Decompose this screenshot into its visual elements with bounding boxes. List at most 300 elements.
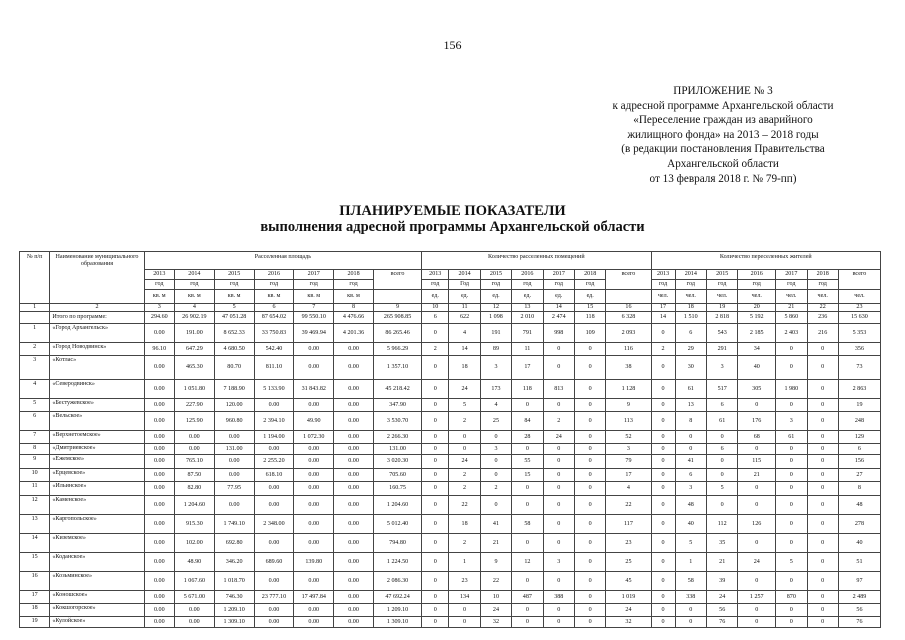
header-row-years	[20, 270, 881, 280]
value-cell: 746.30	[214, 591, 254, 604]
value-cell: 0.00	[144, 534, 174, 553]
value-cell: 0.00	[334, 469, 374, 482]
value-cell: 0	[449, 617, 480, 628]
value-cell: 0	[807, 591, 838, 604]
year-unit-label: год	[675, 280, 706, 290]
total-row	[20, 312, 881, 324]
table-row	[20, 399, 881, 412]
value-cell: 0.00	[294, 399, 334, 412]
value-cell: 76	[706, 617, 737, 628]
value-cell: 0.00	[254, 604, 294, 617]
value-cell: 811.10	[254, 356, 294, 380]
value-cell: 0.00	[294, 343, 334, 356]
column-number: 6	[254, 304, 294, 312]
column-number: 14	[543, 304, 574, 312]
value-cell: 61	[675, 380, 706, 399]
value-cell: 1 072.30	[294, 431, 334, 444]
value-cell: 68	[738, 431, 776, 444]
total-header: всего	[373, 270, 421, 290]
municipality-name: «Верхнетоемское»	[50, 431, 144, 444]
value-cell: 3	[606, 444, 651, 455]
value-cell: 0	[512, 534, 543, 553]
value-cell: 6	[706, 444, 737, 455]
value-cell: 0	[543, 482, 574, 496]
total-value-cell: 236	[807, 312, 838, 324]
value-cell: 39	[706, 572, 737, 591]
row-number: 8	[20, 444, 50, 455]
year-unit-label: год	[543, 280, 574, 290]
value-cell: 5 966.29	[373, 343, 421, 356]
row-number: 18	[20, 604, 50, 617]
value-cell: 0	[512, 444, 543, 455]
value-cell: 0	[776, 534, 807, 553]
value-cell: 791	[512, 324, 543, 343]
value-cell: 0	[738, 482, 776, 496]
value-cell: 0	[807, 553, 838, 572]
municipality-name: «Ильинское»	[50, 482, 144, 496]
value-cell: 248	[838, 412, 880, 431]
value-cell: 0.00	[254, 482, 294, 496]
value-cell: 24	[706, 591, 737, 604]
value-cell: 0.00	[334, 617, 374, 628]
municipality-name: «Каменское»	[50, 496, 144, 515]
municipality-name: «Кокшогорское»	[50, 604, 144, 617]
value-cell: 305	[738, 380, 776, 399]
total-value-cell: 6 328	[606, 312, 651, 324]
value-cell: 1 067.60	[174, 572, 214, 591]
value-cell: 0.00	[144, 469, 174, 482]
value-cell: 0	[422, 534, 449, 553]
value-cell: 0	[738, 617, 776, 628]
value-cell: 1 309.10	[214, 617, 254, 628]
value-cell: 278	[838, 515, 880, 534]
value-cell: 2	[449, 482, 480, 496]
value-cell: 191	[480, 324, 511, 343]
value-cell: 0.00	[144, 324, 174, 343]
value-cell: 0	[675, 617, 706, 628]
value-cell: 48	[838, 496, 880, 515]
value-cell: 24	[449, 455, 480, 469]
value-cell: 2	[449, 412, 480, 431]
value-cell: 0.00	[294, 444, 334, 455]
unit-cell: чел.	[807, 290, 838, 304]
value-cell: 0	[422, 412, 449, 431]
value-cell: 2 255.20	[254, 455, 294, 469]
value-cell: 1 749.10	[214, 515, 254, 534]
value-cell: 0	[651, 431, 675, 444]
value-cell: 0.00	[334, 343, 374, 356]
unit-cell: кв. м	[294, 290, 334, 304]
value-cell: 0	[422, 496, 449, 515]
value-cell: 61	[706, 412, 737, 431]
value-cell: 113	[606, 412, 651, 431]
value-cell: 2	[422, 343, 449, 356]
value-cell: 0.00	[174, 617, 214, 628]
total-value-cell: 4 476.66	[334, 312, 374, 324]
value-cell: 0	[651, 572, 675, 591]
value-cell: 191.00	[174, 324, 214, 343]
value-cell: 3	[776, 412, 807, 431]
column-number: 11	[449, 304, 480, 312]
value-cell: 48	[675, 496, 706, 515]
value-cell: 0	[574, 469, 605, 482]
value-cell: 117	[606, 515, 651, 534]
total-value-cell: 26 902.19	[174, 312, 214, 324]
municipality-name: «Коношское»	[50, 591, 144, 604]
column-number: 10	[422, 304, 449, 312]
value-cell: 51	[838, 553, 880, 572]
row-number: 1	[20, 324, 50, 343]
indicators-table-container	[19, 251, 881, 640]
value-cell: 1 257	[738, 591, 776, 604]
value-cell: 87.50	[174, 469, 214, 482]
value-cell: 0.00	[294, 572, 334, 591]
year-header: 2017	[294, 270, 334, 280]
value-cell: 5 012.40	[373, 515, 421, 534]
value-cell: 0.00	[144, 482, 174, 496]
value-cell: 0	[776, 572, 807, 591]
value-cell: 0	[738, 572, 776, 591]
year-unit-label: год	[480, 280, 511, 290]
value-cell: 97	[838, 572, 880, 591]
value-cell: 227.90	[174, 399, 214, 412]
column-number: 22	[807, 304, 838, 312]
value-cell: 25	[606, 553, 651, 572]
value-cell: 0	[543, 617, 574, 628]
row-number: 17	[20, 591, 50, 604]
value-cell: 56	[706, 604, 737, 617]
value-cell: 0	[512, 496, 543, 515]
value-cell: 2 863	[838, 380, 880, 399]
value-cell: 0.00	[214, 469, 254, 482]
row-number: 16	[20, 572, 50, 591]
table-row	[20, 604, 881, 617]
value-cell: 1 357.10	[373, 356, 421, 380]
value-cell: 1 224.50	[373, 553, 421, 572]
value-cell: 5 353	[838, 324, 880, 343]
value-cell: 0.00	[334, 604, 374, 617]
unit-cell: чел.	[776, 290, 807, 304]
value-cell: 0	[807, 534, 838, 553]
row-number: 3	[20, 356, 50, 380]
column-number: 5	[214, 304, 254, 312]
total-value-cell: 6	[422, 312, 449, 324]
value-cell: 33 750.83	[254, 324, 294, 343]
value-cell: 0	[776, 515, 807, 534]
year-header: 2014	[675, 270, 706, 280]
appendix-line: Архангельской области	[667, 157, 779, 170]
value-cell: 0.00	[144, 356, 174, 380]
value-cell: 0	[807, 444, 838, 455]
value-cell: 41	[480, 515, 511, 534]
row-number: 6	[20, 412, 50, 431]
total-value-cell: 15 630	[838, 312, 880, 324]
total-header: всего	[606, 270, 651, 290]
value-cell: 13	[675, 399, 706, 412]
unit-cell: чел.	[838, 290, 880, 304]
value-cell: 32	[480, 617, 511, 628]
value-cell: 291	[706, 343, 737, 356]
value-cell: 998	[543, 324, 574, 343]
value-cell: 24	[543, 431, 574, 444]
value-cell: 1	[675, 553, 706, 572]
value-cell: 48.90	[174, 553, 214, 572]
value-cell: 89	[480, 343, 511, 356]
value-cell: 813	[543, 380, 574, 399]
value-cell: 1 128	[606, 380, 651, 399]
value-cell: 6	[706, 399, 737, 412]
value-cell: 0	[776, 604, 807, 617]
row-number: 11	[20, 482, 50, 496]
value-cell: 0	[574, 431, 605, 444]
value-cell: 47 692.24	[373, 591, 421, 604]
table-row	[20, 380, 881, 399]
value-cell: 19	[838, 399, 880, 412]
value-cell: 1 209.10	[373, 604, 421, 617]
value-cell: 5	[449, 399, 480, 412]
value-cell: 0	[574, 455, 605, 469]
document-subtitle: выполнения адресной программы Архангельской области	[260, 219, 645, 235]
value-cell: 17	[606, 469, 651, 482]
value-cell: 0	[651, 469, 675, 482]
value-cell: 960.80	[214, 412, 254, 431]
column-number: 2	[50, 304, 144, 312]
value-cell: 2	[543, 412, 574, 431]
value-cell: 0	[651, 534, 675, 553]
value-cell: 0	[807, 399, 838, 412]
value-cell: 0	[422, 356, 449, 380]
value-cell: 0.00	[144, 553, 174, 572]
value-cell: 0	[574, 356, 605, 380]
municipality-name: «Вельское»	[50, 412, 144, 431]
value-cell: 0.00	[144, 380, 174, 399]
value-cell: 0.00	[334, 412, 374, 431]
year-header: 2018	[574, 270, 605, 280]
unit-cell: кв. м	[214, 290, 254, 304]
value-cell: 0	[543, 496, 574, 515]
column-number: 17	[651, 304, 675, 312]
value-cell: 118	[512, 380, 543, 399]
value-cell: 0	[543, 343, 574, 356]
value-cell: 55	[512, 455, 543, 469]
value-cell: 2	[449, 469, 480, 482]
value-cell: 356	[838, 343, 880, 356]
col-number-header: № п/п	[20, 252, 50, 304]
value-cell: 0.00	[334, 431, 374, 444]
value-cell: 6	[838, 444, 880, 455]
value-cell: 0	[422, 469, 449, 482]
year-unit-label: год	[174, 280, 214, 290]
value-cell: 705.60	[373, 469, 421, 482]
total-value-cell: 2 818	[706, 312, 737, 324]
value-cell: 82.80	[174, 482, 214, 496]
value-cell: 542.40	[254, 343, 294, 356]
table-row	[20, 431, 881, 444]
year-unit-label: год	[144, 280, 174, 290]
value-cell: 0.00	[254, 617, 294, 628]
value-cell: 0.00	[334, 380, 374, 399]
table-row	[20, 444, 881, 455]
value-cell: 0	[574, 515, 605, 534]
value-cell: 0	[543, 469, 574, 482]
value-cell: 216	[807, 324, 838, 343]
value-cell: 76	[838, 617, 880, 628]
year-unit-label: Год	[449, 280, 480, 290]
value-cell: 0.00	[334, 534, 374, 553]
group-people-header: Количество переселенных жителей	[651, 252, 881, 270]
value-cell: 388	[543, 591, 574, 604]
value-cell: 126	[738, 515, 776, 534]
value-cell: 0	[422, 591, 449, 604]
value-cell: 0	[651, 604, 675, 617]
value-cell: 38	[606, 356, 651, 380]
value-cell: 35	[706, 534, 737, 553]
column-number: 4	[174, 304, 214, 312]
value-cell: 176	[738, 412, 776, 431]
column-number: 1	[20, 304, 50, 312]
value-cell: 0	[543, 515, 574, 534]
value-cell: 2	[651, 343, 675, 356]
value-cell: 0	[807, 482, 838, 496]
value-cell: 21	[738, 469, 776, 482]
table-row	[20, 343, 881, 356]
value-cell: 0.00	[294, 482, 334, 496]
value-cell: 0.00	[144, 399, 174, 412]
municipality-name: «Каргопольское»	[50, 515, 144, 534]
year-unit-label: год	[422, 280, 449, 290]
value-cell: 15	[512, 469, 543, 482]
value-cell: 12	[512, 553, 543, 572]
value-cell: 9	[480, 553, 511, 572]
value-cell: 0	[738, 399, 776, 412]
appendix-line: (в редакции постановления Правительства	[621, 143, 825, 156]
year-header: 2014	[174, 270, 214, 280]
value-cell: 0.00	[144, 617, 174, 628]
value-cell: 0	[776, 343, 807, 356]
value-cell: 0	[807, 496, 838, 515]
total-value-cell: 1 510	[675, 312, 706, 324]
value-cell: 0	[422, 455, 449, 469]
value-cell: 14	[449, 343, 480, 356]
value-cell: 0.00	[294, 604, 334, 617]
total-value-cell: 14	[651, 312, 675, 324]
total-value-cell: 622	[449, 312, 480, 324]
value-cell: 0	[651, 496, 675, 515]
value-cell: 4	[449, 324, 480, 343]
value-cell: 23	[449, 572, 480, 591]
value-cell: 0	[574, 572, 605, 591]
column-number: 3	[144, 304, 174, 312]
value-cell: 4	[606, 482, 651, 496]
value-cell: 0	[543, 399, 574, 412]
row-number: 9	[20, 455, 50, 469]
municipality-name: «Кулойское»	[50, 617, 144, 628]
year-header: 2016	[254, 270, 294, 280]
value-cell: 2 185	[738, 324, 776, 343]
value-cell: 41	[675, 455, 706, 469]
value-cell: 0.00	[334, 515, 374, 534]
value-cell: 29	[675, 343, 706, 356]
value-cell: 0	[738, 444, 776, 455]
total-value-cell: 47 051.28	[214, 312, 254, 324]
value-cell: 0.00	[334, 356, 374, 380]
value-cell: 0	[651, 553, 675, 572]
value-cell: 0	[422, 444, 449, 455]
value-cell: 0	[543, 604, 574, 617]
column-number: 7	[294, 304, 334, 312]
value-cell: 1 194.00	[254, 431, 294, 444]
appendix-line: «Переселение граждан из аварийного	[633, 114, 813, 127]
value-cell: 870	[776, 591, 807, 604]
row-number: 14	[20, 534, 50, 553]
value-cell: 0	[738, 496, 776, 515]
value-cell: 0	[543, 455, 574, 469]
value-cell: 1 204.60	[174, 496, 214, 515]
value-cell: 0.00	[214, 431, 254, 444]
year-unit-label: год	[512, 280, 543, 290]
value-cell: 0	[574, 482, 605, 496]
value-cell: 0	[738, 604, 776, 617]
value-cell: 0	[422, 617, 449, 628]
value-cell: 0.00	[144, 515, 174, 534]
value-cell: 2 266.30	[373, 431, 421, 444]
year-unit-label: год	[574, 280, 605, 290]
row-number: 2	[20, 343, 50, 356]
value-cell: 0	[776, 399, 807, 412]
value-cell: 1 209.10	[214, 604, 254, 617]
value-cell: 8	[838, 482, 880, 496]
value-cell: 1	[449, 553, 480, 572]
value-cell: 0	[651, 444, 675, 455]
value-cell: 3	[675, 482, 706, 496]
value-cell: 0	[574, 444, 605, 455]
year-unit-label: год	[214, 280, 254, 290]
value-cell: 129	[838, 431, 880, 444]
appendix-line: ПРИЛОЖЕНИЕ № 3	[673, 85, 773, 97]
value-cell: 0	[574, 412, 605, 431]
value-cell: 173	[480, 380, 511, 399]
unit-cell: кв. м	[144, 290, 174, 304]
value-cell: 0	[706, 496, 737, 515]
total-value-cell: 1 098	[480, 312, 511, 324]
unit-cell: ед.	[574, 290, 605, 304]
value-cell: 40	[738, 356, 776, 380]
table-row	[20, 324, 881, 343]
municipality-name: «Козьминское»	[50, 572, 144, 591]
value-cell: 102.00	[174, 534, 214, 553]
value-cell: 2 394.10	[254, 412, 294, 431]
value-cell: 22	[480, 572, 511, 591]
value-cell: 0	[738, 534, 776, 553]
value-cell: 3	[480, 356, 511, 380]
value-cell: 647.29	[174, 343, 214, 356]
value-cell: 0.00	[214, 455, 254, 469]
value-cell: 0	[706, 469, 737, 482]
value-cell: 2 403	[776, 324, 807, 343]
total-value-cell: 265 908.85	[373, 312, 421, 324]
value-cell: 0.00	[334, 482, 374, 496]
value-cell: 0	[776, 444, 807, 455]
value-cell: 794.80	[373, 534, 421, 553]
value-cell: 0	[675, 604, 706, 617]
value-cell: 689.60	[254, 553, 294, 572]
value-cell: 0	[512, 399, 543, 412]
unit-cell: чел.	[738, 290, 776, 304]
value-cell: 0	[480, 455, 511, 469]
appendix-line: от 13 февраля 2018 г. № 79-пп)	[649, 172, 797, 185]
year-header: 2013	[651, 270, 675, 280]
table-row	[20, 534, 881, 553]
